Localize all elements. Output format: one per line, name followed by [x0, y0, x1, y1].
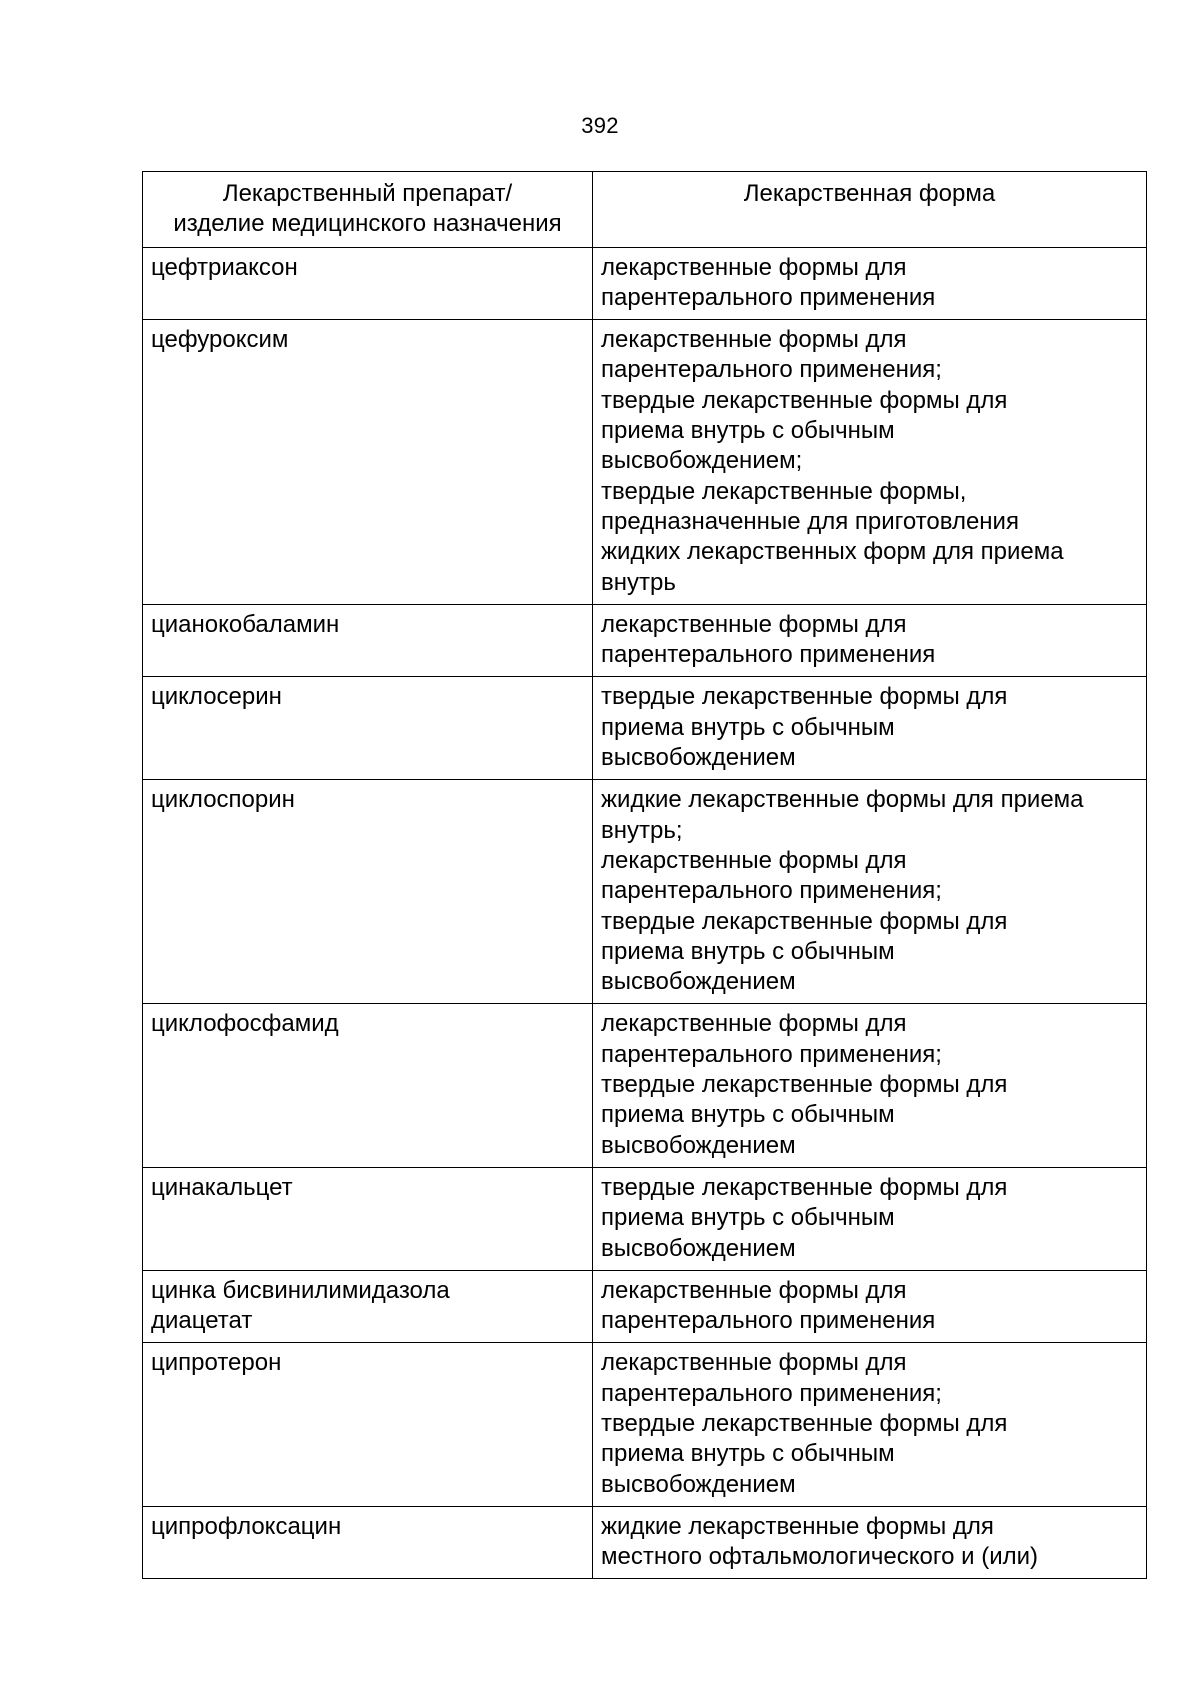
header-form: [593, 172, 1147, 248]
form-line: приема внутрь с обычным: [601, 937, 895, 965]
form-line: лекарственные формы для: [601, 1349, 907, 1377]
table-body: [143, 247, 1147, 1579]
form-line: внутрь: [601, 568, 676, 596]
form-cell: [593, 1004, 1147, 1167]
form-line: твердые лекарственные формы для: [601, 1173, 1008, 1201]
drug-cell: [143, 677, 593, 780]
drug-line: цинка бисвинилимидазола: [151, 1276, 450, 1304]
form-line: высвобождением: [601, 1470, 796, 1498]
table-row: [143, 1506, 1147, 1579]
form-line: высвобождением;: [601, 447, 803, 475]
form-line: парентерального применения: [601, 1307, 936, 1335]
drug-cell: [143, 1167, 593, 1270]
form-line: местного офтальмологического и (или): [601, 1543, 1039, 1571]
form-line: жидкие лекарственные формы для приема: [601, 786, 1084, 814]
form-line: твердые лекарственные формы для: [601, 1071, 1008, 1099]
drug-table: [142, 171, 1147, 1579]
table-row: [143, 1004, 1147, 1167]
table-row: [143, 780, 1147, 1004]
form-line: лекарственные формы для: [601, 610, 907, 638]
table-header: [143, 172, 1147, 248]
header-drug-line: Лекарственный препарат/: [222, 180, 513, 207]
form-line: твердые лекарственные формы,: [601, 477, 967, 505]
form-line: высвобождением: [601, 1234, 796, 1262]
drug-line: ципрофлоксацин: [151, 1512, 342, 1540]
table-row: [143, 677, 1147, 780]
form-line: парентерального применения;: [601, 1040, 942, 1068]
form-line: внутрь;: [601, 816, 683, 844]
drug-cell: [143, 1270, 593, 1343]
form-line: парентерального применения: [601, 283, 936, 311]
form-line: жидкие лекарственные формы для: [601, 1512, 994, 1540]
form-line: твердые лекарственные формы для: [601, 907, 1008, 935]
form-cell: [593, 604, 1147, 677]
table-row: [143, 320, 1147, 605]
header-drug-line: изделие медицинского назначения: [173, 210, 562, 238]
form-cell: [593, 1343, 1147, 1506]
table-row: [143, 604, 1147, 677]
form-cell: [593, 320, 1147, 605]
drug-line: цинакальцет: [151, 1173, 293, 1201]
form-line: приема внутрь с обычным: [601, 1101, 895, 1129]
form-line: лекарственные формы для: [601, 253, 907, 281]
drug-cell: [143, 1343, 593, 1506]
table-row: [143, 1343, 1147, 1506]
drug-cell: [143, 1506, 593, 1579]
drug-line: цефтриаксон: [151, 253, 298, 281]
form-line: высвобождением: [601, 968, 796, 996]
form-cell: [593, 1167, 1147, 1270]
form-line: предназначенные для приготовления: [601, 507, 1019, 535]
form-line: лекарственные формы для: [601, 846, 907, 874]
form-line: парентерального применения;: [601, 356, 942, 384]
form-line: лекарственные формы для: [601, 1010, 907, 1038]
drug-cell: [143, 1004, 593, 1167]
form-line: лекарственные формы для: [601, 326, 907, 354]
form-line: приема внутрь с обычным: [601, 713, 895, 741]
form-line: твердые лекарственные формы для: [601, 386, 1008, 414]
form-line: приема внутрь с обычным: [601, 1204, 895, 1232]
form-line: высвобождением: [601, 744, 796, 772]
form-cell: [593, 1270, 1147, 1343]
form-line: приема внутрь с обычным: [601, 417, 895, 445]
form-line: жидких лекарственных форм для приема: [601, 538, 1064, 566]
form-cell: [593, 1506, 1147, 1579]
header-drug: [143, 172, 593, 248]
form-line: лекарственные формы для: [601, 1276, 907, 1304]
form-cell: [593, 677, 1147, 780]
header-form-line: Лекарственная форма: [743, 180, 996, 207]
form-line: парентерального применения;: [601, 1379, 942, 1407]
form-cell: [593, 780, 1147, 1004]
table-row: [143, 1270, 1147, 1343]
form-line: высвобождением: [601, 1131, 796, 1159]
page-number: 392: [581, 113, 619, 138]
drug-line: ципротерон: [151, 1349, 282, 1377]
drug-line: цианокобаламин: [151, 610, 340, 638]
form-line: парентерального применения: [601, 641, 936, 669]
form-line: твердые лекарственные формы для: [601, 683, 1008, 711]
form-line: приема внутрь с обычным: [601, 1440, 895, 1468]
drug-line: цефуроксим: [151, 326, 289, 354]
drug-line: циклосерин: [151, 683, 282, 711]
table-row: [143, 1167, 1147, 1270]
form-cell: [593, 247, 1147, 320]
drug-cell: [143, 247, 593, 320]
drug-cell: [143, 780, 593, 1004]
drug-cell: [143, 604, 593, 677]
drug-cell: [143, 320, 593, 605]
drug-line: циклофосфамид: [151, 1010, 339, 1038]
header-row: [143, 172, 1147, 248]
form-line: парентерального применения;: [601, 877, 942, 905]
drug-line: циклоспорин: [151, 786, 295, 814]
form-line: твердые лекарственные формы для: [601, 1409, 1008, 1437]
table-row: [143, 247, 1147, 320]
drug-line: диацетат: [151, 1307, 253, 1335]
